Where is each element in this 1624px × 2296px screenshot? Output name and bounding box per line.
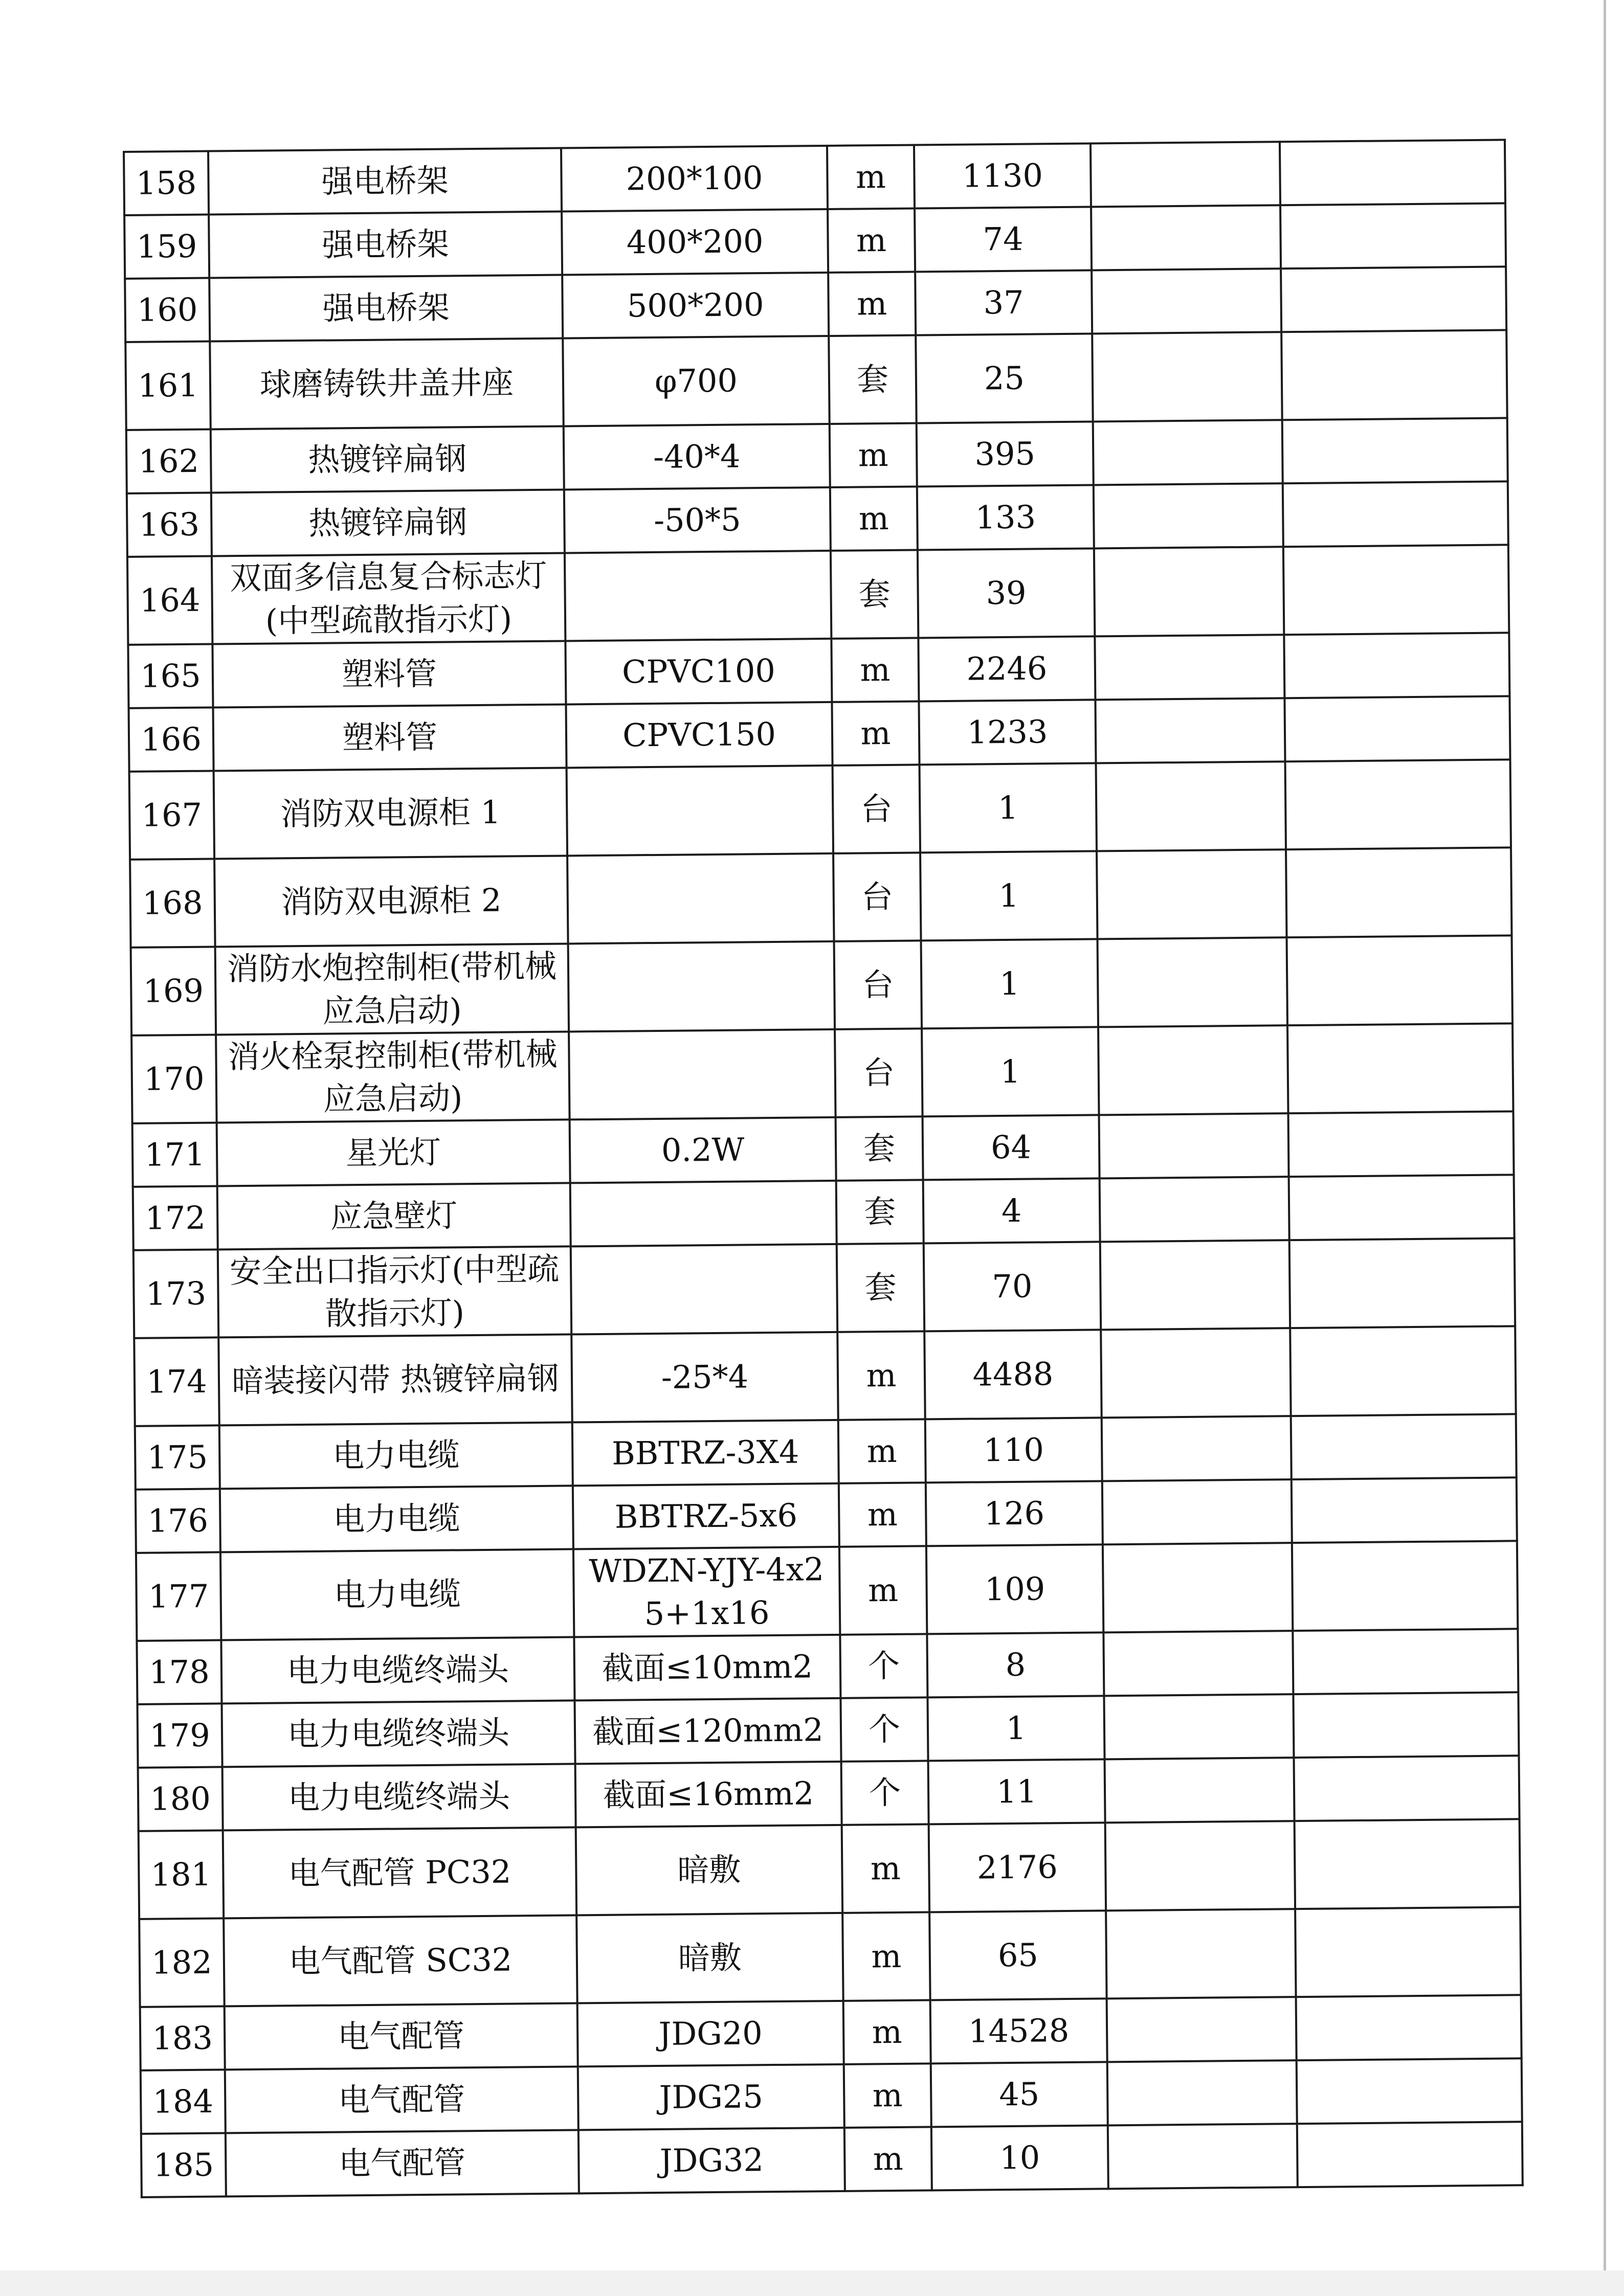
item-blank-cell-1 bbox=[1095, 635, 1284, 700]
item-blank-cell-1 bbox=[1107, 2060, 1297, 2125]
item-number-cell: 160 bbox=[125, 278, 210, 342]
item-blank-cell-1 bbox=[1095, 698, 1285, 763]
item-blank-cell-1 bbox=[1105, 1758, 1295, 1822]
item-blank-cell-1 bbox=[1093, 420, 1283, 485]
item-quantity-cell: 395 bbox=[917, 421, 1094, 486]
table-row bbox=[135, 1414, 1517, 1490]
item-quantity-cell: 74 bbox=[915, 207, 1092, 272]
table-row bbox=[136, 1541, 1518, 1641]
item-blank-cell-1 bbox=[1100, 1177, 1289, 1242]
item-unit-cell: m bbox=[842, 1912, 930, 2000]
bill-of-quantities-table bbox=[123, 139, 1524, 2198]
item-blank-cell-1 bbox=[1098, 937, 1287, 1027]
item-blank-cell-2 bbox=[1287, 1023, 1513, 1113]
table-row bbox=[125, 330, 1507, 430]
item-name-cell: 消防水炮控制柜(带机械应急启动) bbox=[215, 943, 569, 1034]
item-number-cell: 166 bbox=[129, 708, 214, 772]
item-number-cell: 178 bbox=[137, 1640, 221, 1704]
item-number-cell: 175 bbox=[135, 1425, 220, 1489]
item-quantity-cell: 126 bbox=[926, 1481, 1103, 1546]
item-blank-cell-2 bbox=[1286, 847, 1511, 937]
item-name-cell: 塑料管 bbox=[212, 641, 566, 707]
table-row bbox=[136, 1477, 1517, 1553]
item-quantity-cell: 1 bbox=[927, 1696, 1104, 1761]
item-number-cell: 176 bbox=[136, 1489, 220, 1552]
item-spec-cell bbox=[567, 766, 833, 856]
table-row bbox=[132, 1111, 1514, 1187]
item-quantity-cell: 65 bbox=[929, 1910, 1106, 2000]
item-blank-cell-1 bbox=[1099, 1113, 1289, 1178]
item-number-cell: 168 bbox=[130, 859, 215, 947]
table-row bbox=[131, 935, 1512, 1036]
table-row bbox=[141, 2122, 1523, 2197]
table-row bbox=[139, 1907, 1521, 2007]
item-quantity-cell: 11 bbox=[928, 1759, 1105, 1824]
item-spec-cell: 截面≤120mm2 bbox=[574, 1698, 841, 1764]
item-unit-cell: 套 bbox=[837, 1243, 924, 1332]
item-blank-cell-1 bbox=[1094, 547, 1284, 636]
item-blank-cell-1 bbox=[1092, 268, 1281, 333]
item-name-cell: 应急壁灯 bbox=[217, 1183, 571, 1249]
item-blank-cell-2 bbox=[1289, 1238, 1515, 1328]
item-quantity-cell: 64 bbox=[923, 1115, 1100, 1180]
item-spec-cell: 暗敷 bbox=[576, 1913, 843, 2004]
item-name-cell: 电力电缆 bbox=[220, 1549, 574, 1640]
table-row bbox=[138, 1692, 1519, 1768]
item-blank-cell-2 bbox=[1288, 1111, 1514, 1177]
table-row bbox=[138, 1755, 1520, 1831]
item-quantity-cell: 1130 bbox=[914, 143, 1091, 208]
item-blank-cell-2 bbox=[1291, 1414, 1517, 1479]
item-blank-cell-1 bbox=[1106, 1909, 1296, 1998]
item-name-cell: 热镀锌扁钢 bbox=[211, 489, 565, 556]
item-blank-cell-2 bbox=[1293, 1692, 1519, 1758]
item-spec-cell: 0.2W bbox=[570, 1117, 836, 1183]
item-unit-cell: m bbox=[839, 1546, 927, 1634]
item-unit-cell: m bbox=[832, 701, 919, 765]
item-spec-cell: JDG25 bbox=[578, 2064, 844, 2130]
item-number-cell: 163 bbox=[127, 493, 212, 557]
item-spec-cell: CPVC150 bbox=[566, 702, 832, 768]
table-row bbox=[128, 633, 1509, 708]
item-spec-cell: 200*100 bbox=[561, 146, 828, 212]
item-quantity-cell: 1233 bbox=[919, 700, 1096, 764]
item-spec-cell: 截面≤10mm2 bbox=[574, 1635, 840, 1701]
item-name-cell: 消防双电源柜 1 bbox=[214, 768, 567, 859]
table-body bbox=[124, 140, 1523, 2197]
item-name-cell: 消火栓泵控制柜(带机械应急启动) bbox=[216, 1031, 569, 1122]
table-row bbox=[124, 203, 1506, 279]
item-blank-cell-1 bbox=[1102, 1416, 1292, 1481]
item-number-cell: 173 bbox=[134, 1249, 218, 1338]
item-blank-cell-2 bbox=[1283, 481, 1508, 547]
table-row bbox=[127, 545, 1509, 645]
item-blank-cell-2 bbox=[1284, 696, 1510, 761]
item-name-cell: 电气配管 PC32 bbox=[223, 1827, 576, 1918]
item-quantity-cell: 1 bbox=[922, 1027, 1099, 1116]
item-unit-cell: m bbox=[842, 1824, 929, 1912]
item-unit-cell: 个 bbox=[840, 1634, 927, 1698]
item-blank-cell-1 bbox=[1097, 849, 1286, 939]
item-blank-cell-2 bbox=[1296, 1995, 1522, 2060]
item-blank-cell-2 bbox=[1292, 1477, 1517, 1543]
item-spec-cell: 暗敷 bbox=[576, 1825, 842, 1916]
item-unit-cell: m bbox=[844, 2063, 931, 2127]
item-number-cell: 181 bbox=[139, 1830, 224, 1919]
scan-bottom-band bbox=[0, 2270, 1624, 2296]
table-row bbox=[129, 696, 1510, 772]
table-row bbox=[131, 1023, 1513, 1123]
item-unit-cell: 台 bbox=[835, 1028, 922, 1117]
item-name-cell: 强电桥架 bbox=[209, 212, 562, 278]
item-spec-cell: 500*200 bbox=[562, 273, 829, 339]
item-spec-cell: BBTRZ-3X4 bbox=[572, 1420, 839, 1486]
item-blank-cell-2 bbox=[1295, 1907, 1521, 1997]
item-unit-cell: m bbox=[839, 1482, 926, 1546]
item-unit-cell: m bbox=[828, 208, 915, 272]
item-number-cell: 182 bbox=[139, 1918, 224, 2007]
item-blank-cell-2 bbox=[1297, 2058, 1522, 2124]
table-row bbox=[137, 1629, 1518, 1704]
item-quantity-cell: 1 bbox=[920, 851, 1097, 940]
item-number-cell: 172 bbox=[133, 1186, 218, 1250]
item-quantity-cell: 39 bbox=[918, 548, 1095, 638]
item-number-cell: 171 bbox=[132, 1122, 217, 1186]
item-unit-cell: 套 bbox=[831, 550, 918, 638]
item-unit-cell: m bbox=[831, 638, 919, 702]
item-spec-cell bbox=[570, 1181, 837, 1247]
table-row bbox=[140, 1995, 1522, 2070]
item-number-cell: 164 bbox=[127, 556, 212, 645]
item-blank-cell-2 bbox=[1289, 1175, 1515, 1240]
item-name-cell: 电力电缆终端头 bbox=[223, 1764, 576, 1830]
table-row bbox=[126, 418, 1508, 493]
item-name-cell: 安全出口指示灯(中型疏散指示灯) bbox=[218, 1246, 571, 1337]
item-blank-cell-1 bbox=[1092, 332, 1282, 421]
item-spec-cell bbox=[569, 1029, 835, 1120]
item-number-cell: 170 bbox=[131, 1034, 216, 1123]
item-name-cell: 双面多信息复合标志灯(中型疏散指示灯) bbox=[212, 553, 565, 644]
item-blank-cell-2 bbox=[1284, 633, 1509, 698]
item-name-cell: 塑料管 bbox=[213, 704, 567, 771]
item-blank-cell-2 bbox=[1287, 935, 1512, 1025]
item-quantity-cell: 4488 bbox=[924, 1330, 1101, 1419]
table-row bbox=[127, 481, 1508, 557]
item-number-cell: 165 bbox=[128, 644, 213, 708]
item-quantity-cell: 45 bbox=[931, 2062, 1108, 2127]
item-quantity-cell: 70 bbox=[924, 1242, 1101, 1331]
item-unit-cell: 套 bbox=[836, 1116, 923, 1180]
item-number-cell: 183 bbox=[140, 2006, 225, 2070]
item-blank-cell-2 bbox=[1297, 2122, 1523, 2187]
item-number-cell: 180 bbox=[138, 1767, 223, 1831]
item-blank-cell-1 bbox=[1108, 2124, 1298, 2189]
item-spec-cell: BBTRZ-5x6 bbox=[573, 1483, 839, 1549]
item-number-cell: 169 bbox=[131, 947, 216, 1035]
item-quantity-cell: 8 bbox=[927, 1632, 1104, 1697]
item-unit-cell: m bbox=[837, 1331, 925, 1420]
item-unit-cell: 套 bbox=[836, 1180, 924, 1244]
item-blank-cell-2 bbox=[1281, 266, 1506, 332]
table-row bbox=[139, 1819, 1520, 1919]
table-row bbox=[134, 1238, 1515, 1338]
item-unit-cell: 台 bbox=[833, 764, 920, 853]
item-blank-cell-1 bbox=[1104, 1694, 1294, 1759]
item-name-cell: 电力电缆 bbox=[220, 1485, 573, 1552]
item-name-cell: 暗装接闪带 热镀锌扁钢 bbox=[218, 1334, 572, 1425]
item-spec-cell: 400*200 bbox=[562, 209, 828, 275]
item-spec-cell bbox=[565, 551, 831, 641]
item-unit-cell: m bbox=[827, 145, 915, 209]
item-spec-cell: -50*5 bbox=[564, 487, 831, 553]
item-name-cell: 电力电缆终端头 bbox=[221, 1637, 574, 1703]
item-blank-cell-2 bbox=[1283, 545, 1509, 635]
item-unit-cell: m bbox=[828, 272, 916, 335]
item-number-cell: 179 bbox=[138, 1703, 223, 1767]
item-quantity-cell: 1 bbox=[921, 939, 1098, 1028]
item-blank-cell-1 bbox=[1103, 1543, 1293, 1632]
item-quantity-cell: 2246 bbox=[918, 636, 1095, 701]
item-name-cell: 电气配管 SC32 bbox=[224, 1915, 577, 2006]
table-row bbox=[141, 2058, 1522, 2134]
item-blank-cell-1 bbox=[1096, 761, 1286, 851]
item-unit-cell: m bbox=[844, 2127, 932, 2191]
item-spec-cell: CPVC100 bbox=[565, 639, 832, 705]
item-blank-cell-2 bbox=[1282, 418, 1508, 483]
item-unit-cell: m bbox=[830, 423, 917, 487]
item-unit-cell: 台 bbox=[833, 852, 921, 941]
item-name-cell: 热镀锌扁钢 bbox=[211, 426, 564, 493]
item-name-cell: 星光灯 bbox=[217, 1119, 570, 1186]
item-number-cell: 174 bbox=[134, 1337, 219, 1426]
table-row bbox=[125, 266, 1506, 342]
item-unit-cell: m bbox=[830, 486, 918, 550]
item-unit-cell: m bbox=[843, 2000, 931, 2064]
item-quantity-cell: 2176 bbox=[929, 1822, 1106, 1912]
item-quantity-cell: 14528 bbox=[930, 1998, 1107, 2063]
item-blank-cell-1 bbox=[1107, 1997, 1297, 2062]
item-number-cell: 159 bbox=[124, 215, 209, 279]
item-spec-cell: -25*4 bbox=[571, 1332, 838, 1423]
item-spec-cell: JDG32 bbox=[579, 2128, 845, 2194]
item-quantity-cell: 133 bbox=[917, 485, 1094, 550]
item-number-cell: 184 bbox=[141, 2069, 226, 2133]
item-unit-cell: 个 bbox=[841, 1761, 929, 1825]
item-quantity-cell: 4 bbox=[923, 1178, 1100, 1243]
item-name-cell: 强电桥架 bbox=[208, 148, 562, 215]
item-spec-cell: WDZN-YJY-4x25+1x16 bbox=[573, 1547, 840, 1637]
item-quantity-cell: 1 bbox=[920, 763, 1097, 852]
item-spec-cell: 截面≤16mm2 bbox=[575, 1762, 842, 1828]
item-blank-cell-2 bbox=[1290, 1326, 1516, 1416]
table-row bbox=[133, 1175, 1515, 1250]
item-quantity-cell: 37 bbox=[915, 270, 1092, 335]
item-number-cell: 167 bbox=[129, 771, 214, 859]
item-blank-cell-1 bbox=[1098, 1025, 1288, 1115]
item-quantity-cell: 25 bbox=[916, 333, 1093, 423]
item-blank-cell-1 bbox=[1105, 1821, 1295, 1910]
table-row bbox=[129, 759, 1511, 860]
table-row bbox=[130, 847, 1511, 948]
item-blank-cell-2 bbox=[1295, 1819, 1520, 1909]
item-name-cell: 电气配管 bbox=[225, 2003, 578, 2069]
item-number-cell: 158 bbox=[124, 151, 209, 215]
item-blank-cell-1 bbox=[1103, 1631, 1293, 1696]
item-blank-cell-1 bbox=[1091, 205, 1281, 270]
table-row bbox=[124, 140, 1505, 215]
item-number-cell: 177 bbox=[136, 1552, 221, 1640]
item-quantity-cell: 110 bbox=[925, 1417, 1102, 1482]
item-quantity-cell: 10 bbox=[931, 2125, 1108, 2190]
table-row bbox=[134, 1326, 1516, 1426]
item-blank-cell-2 bbox=[1293, 1629, 1518, 1694]
item-spec-cell: JDG20 bbox=[577, 2001, 844, 2067]
item-name-cell: 电力电缆终端头 bbox=[222, 1700, 575, 1767]
item-blank-cell-1 bbox=[1094, 483, 1283, 548]
item-blank-cell-1 bbox=[1102, 1479, 1292, 1544]
item-unit-cell: 套 bbox=[829, 335, 916, 423]
item-spec-cell bbox=[567, 853, 834, 944]
item-name-cell: 电力电缆 bbox=[219, 1422, 573, 1489]
item-number-cell: 185 bbox=[141, 2133, 226, 2197]
item-unit-cell: 台 bbox=[834, 940, 922, 1029]
item-spec-cell: φ700 bbox=[563, 336, 829, 426]
item-spec-cell bbox=[568, 941, 835, 1032]
item-blank-cell-2 bbox=[1294, 1755, 1520, 1821]
item-name-cell: 强电桥架 bbox=[209, 275, 563, 342]
item-blank-cell-2 bbox=[1280, 140, 1505, 205]
item-name-cell: 电气配管 bbox=[226, 2130, 579, 2196]
item-blank-cell-1 bbox=[1101, 1328, 1291, 1417]
page-edge-line bbox=[1604, 0, 1606, 2296]
item-quantity-cell: 109 bbox=[926, 1544, 1103, 1634]
item-blank-cell-2 bbox=[1292, 1541, 1518, 1631]
item-unit-cell: 个 bbox=[840, 1697, 928, 1761]
item-blank-cell-1 bbox=[1091, 142, 1280, 207]
item-name-cell: 电气配管 bbox=[225, 2066, 579, 2133]
item-blank-cell-1 bbox=[1100, 1240, 1290, 1330]
item-unit-cell: m bbox=[838, 1419, 926, 1483]
item-blank-cell-2 bbox=[1280, 203, 1506, 268]
item-blank-cell-2 bbox=[1285, 759, 1511, 849]
item-spec-cell: -40*4 bbox=[564, 424, 830, 490]
item-name-cell: 球磨铸铁井盖井座 bbox=[210, 339, 563, 430]
item-spec-cell bbox=[571, 1244, 837, 1335]
item-number-cell: 162 bbox=[126, 430, 211, 493]
item-blank-cell-2 bbox=[1281, 330, 1507, 420]
item-number-cell: 161 bbox=[125, 342, 210, 430]
item-name-cell: 消防双电源柜 2 bbox=[214, 856, 568, 947]
